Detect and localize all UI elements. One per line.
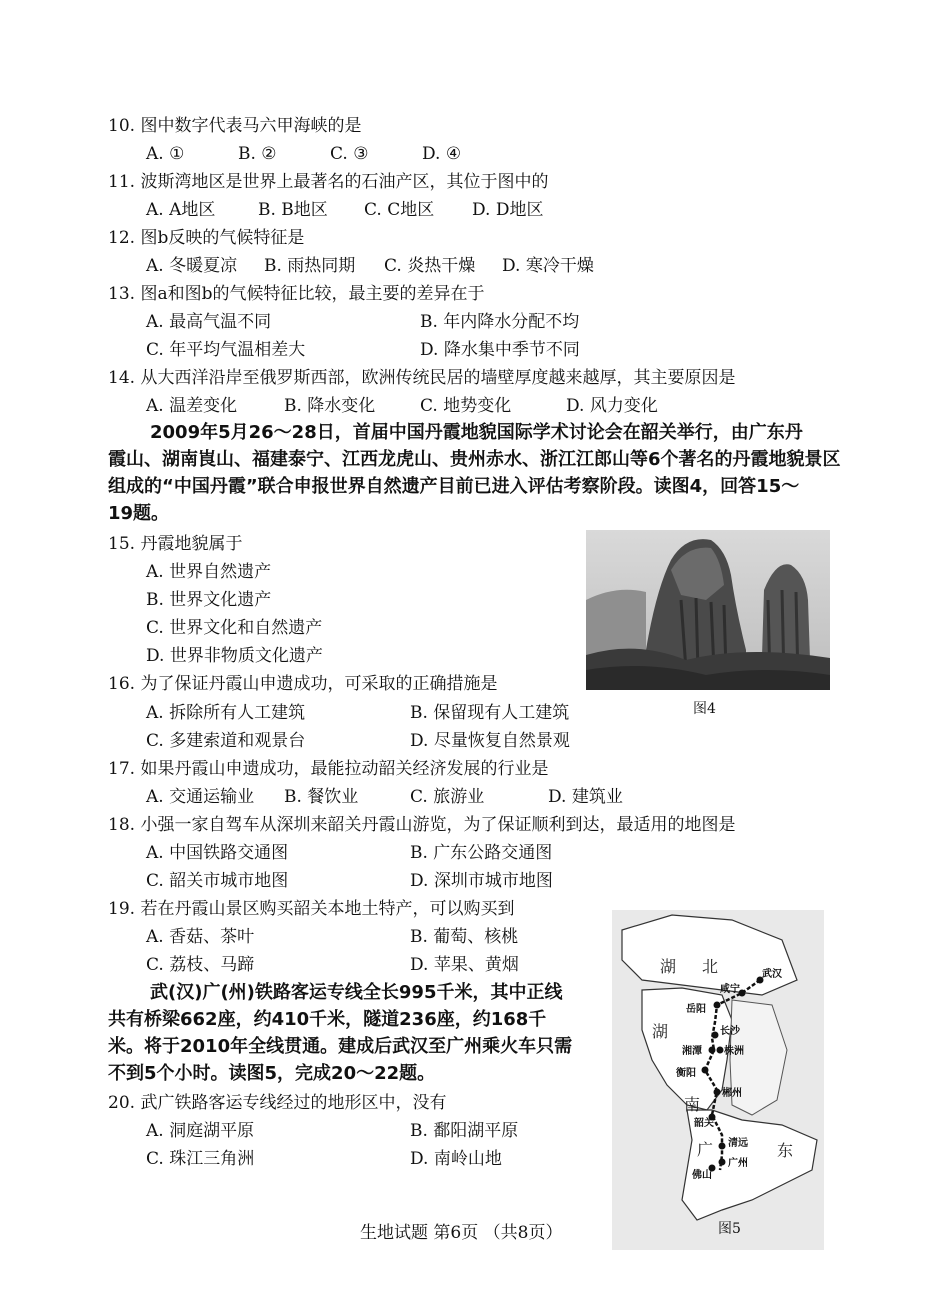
passage2-line-1: 武(汉)广(州)铁路客运专线全长995千米，其中正线 <box>150 982 563 1003</box>
q12-option-d[interactable]: D. 寒冷干燥 <box>502 256 594 276</box>
q13-option-d[interactable]: D. 降水集中季节不同 <box>420 340 580 360</box>
q18-option-b[interactable]: B. 广东公路交通图 <box>410 843 553 863</box>
station-zhuzhou-marker <box>717 1047 724 1054</box>
station-label: 衡阳 <box>676 1068 696 1079</box>
q17-option-c[interactable]: C. 旅游业 <box>410 787 485 807</box>
q17-option-a[interactable]: A. 交通运输业 <box>146 787 255 807</box>
q18-option-d[interactable]: D. 深圳市城市地图 <box>410 871 553 891</box>
q10-option-a[interactable]: A. ① <box>146 144 185 164</box>
q10-option-c[interactable]: C. ③ <box>330 144 369 164</box>
province-label: 广 <box>697 1140 714 1159</box>
wuhan-guangzhou-railway-map <box>612 910 824 1250</box>
q11-option-b[interactable]: B. B地区 <box>258 200 328 220</box>
station-xiangtan-marker <box>709 1047 716 1054</box>
province-label: 南 <box>684 1095 701 1114</box>
q20-option-d[interactable]: D. 南岭山地 <box>410 1149 502 1169</box>
q16-option-d[interactable]: D. 尽量恢复自然景观 <box>410 731 570 751</box>
q14-option-c[interactable]: C. 地势变化 <box>420 396 512 416</box>
q19-option-c[interactable]: C. 荔枝、马蹄 <box>146 955 255 975</box>
q20-option-c[interactable]: C. 珠江三角洲 <box>146 1149 255 1169</box>
q12-option-c[interactable]: C. 炎热干燥 <box>384 256 476 276</box>
figure-5-map <box>612 910 824 1250</box>
q15-option-c[interactable]: C. 世界文化和自然遗产 <box>146 618 323 638</box>
q15-stem: 15. 丹霞地貌属于 <box>108 534 243 554</box>
passage1-line-4: 19题。 <box>108 503 170 524</box>
passage1-line-2: 霞山、湖南崀山、福建泰宁、江西龙虎山、贵州赤水、浙江江郎山等6个著名的丹霞地貌景区 <box>108 449 841 470</box>
q11-option-a[interactable]: A. A地区 <box>146 200 216 220</box>
station-label: 武汉 <box>762 969 782 980</box>
station-label: 清远 <box>728 1138 748 1149</box>
q13-option-a[interactable]: A. 最高气温不同 <box>146 312 272 332</box>
passage2-line-3: 米。将于2010年全线贯通。建成后武汉至广州乘火车只需 <box>108 1036 573 1057</box>
station-label: 韶关 <box>694 1118 714 1129</box>
q12-stem: 12. 图b反映的气候特征是 <box>108 228 305 248</box>
province-label: 湖 <box>660 957 677 976</box>
station-changsha-marker <box>712 1032 719 1039</box>
station-qingyuan-marker <box>719 1143 726 1150</box>
province-label: 东 <box>777 1141 794 1160</box>
q13-option-b[interactable]: B. 年内降水分配不均 <box>420 312 580 332</box>
station-label: 郴州 <box>722 1088 742 1099</box>
q12-option-b[interactable]: B. 雨热同期 <box>264 256 356 276</box>
q16-stem: 16. 为了保证丹霞山申遗成功，可采取的正确措施是 <box>108 674 498 694</box>
q17-option-d[interactable]: D. 建筑业 <box>548 787 623 807</box>
q19-option-d[interactable]: D. 苹果、黄烟 <box>410 955 519 975</box>
q18-option-a[interactable]: A. 中国铁路交通图 <box>146 843 289 863</box>
province-label: 湖 <box>652 1022 669 1041</box>
station-label: 长沙 <box>720 1026 740 1037</box>
q11-option-d[interactable]: D. D地区 <box>472 200 544 220</box>
q16-option-a[interactable]: A. 拆除所有人工建筑 <box>146 703 306 723</box>
station-label: 广州 <box>728 1158 748 1169</box>
figure-4-caption: 图4 <box>693 701 716 717</box>
q14-stem: 14. 从大西洋沿岸至俄罗斯西部，欧洲传统民居的墙壁厚度越来越厚，其主要原因是 <box>108 368 736 388</box>
q20-option-b[interactable]: B. 鄱阳湖平原 <box>410 1121 519 1141</box>
q19-option-b[interactable]: B. 葡萄、核桃 <box>410 927 519 947</box>
figure-5-caption: 图5 <box>718 1221 741 1237</box>
q10-stem: 10. 图中数字代表马六甲海峡的是 <box>108 116 362 136</box>
q19-stem: 19. 若在丹霞山景区购买韶关本地土特产，可以购买到 <box>108 899 515 919</box>
station-label: 咸宁 <box>720 984 740 995</box>
q13-option-c[interactable]: C. 年平均气温相差大 <box>146 340 306 360</box>
q14-option-a[interactable]: A. 温差变化 <box>146 396 238 416</box>
station-guangzhou-marker <box>719 1159 726 1166</box>
q20-option-a[interactable]: A. 洞庭湖平原 <box>146 1121 255 1141</box>
q19-option-a[interactable]: A. 香菇、茶叶 <box>146 927 255 947</box>
station-chenzhou-marker <box>714 1089 721 1096</box>
passage2-line-2: 共有桥梁662座，约410千米，隧道236座，约168千 <box>108 1009 547 1030</box>
passage1-line-3: 组成的“中国丹霞”联合申报世界自然遗产目前已进入评估考察阶段。读图4，回答15～ <box>108 476 800 497</box>
figure-4-photo <box>586 530 830 690</box>
q15-option-a[interactable]: A. 世界自然遗产 <box>146 562 272 582</box>
q10-option-b[interactable]: B. ② <box>238 144 277 164</box>
station-yueyang-marker <box>714 1002 721 1009</box>
q16-option-b[interactable]: B. 保留现有人工建筑 <box>410 703 570 723</box>
q14-option-d[interactable]: D. 风力变化 <box>566 396 658 416</box>
passage2-line-4: 不到5个小时。读图5，完成20～22题。 <box>108 1063 436 1084</box>
q11-option-c[interactable]: C. C地区 <box>364 200 435 220</box>
q11-stem: 11. 波斯湾地区是世界上最著名的石油产区，其位于图中的 <box>108 172 549 192</box>
q17-option-b[interactable]: B. 餐饮业 <box>284 787 359 807</box>
station-label: 佛山 <box>692 1170 712 1181</box>
q14-option-b[interactable]: B. 降水变化 <box>284 396 376 416</box>
station-label: 湘潭 <box>682 1046 702 1057</box>
q16-option-c[interactable]: C. 多建索道和观景台 <box>146 731 306 751</box>
station-label: 岳阳 <box>686 1004 706 1015</box>
q10-option-d[interactable]: D. ④ <box>422 144 462 164</box>
q18-stem: 18. 小强一家自驾车从深圳来韶关丹霞山游览，为了保证顺利到达，最适用的地图是 <box>108 815 736 835</box>
q12-option-a[interactable]: A. 冬暖夏凉 <box>146 256 238 276</box>
station-label: 株洲 <box>724 1046 744 1057</box>
q15-option-b[interactable]: B. 世界文化遗产 <box>146 590 272 610</box>
q20-stem: 20. 武广铁路客运专线经过的地形区中，没有 <box>108 1093 447 1113</box>
danxia-landform-image <box>586 530 830 690</box>
page-footer: 生地试题 第6页 （共8页） <box>360 1223 563 1243</box>
station-hengyang-marker <box>702 1067 709 1074</box>
passage1-line-1: 2009年5月26～28日，首届中国丹霞地貌国际学术讨论会在韶关举行，由广东丹 <box>150 422 803 443</box>
q18-option-c[interactable]: C. 韶关市城市地图 <box>146 871 289 891</box>
q15-option-d[interactable]: D. 世界非物质文化遗产 <box>146 646 323 666</box>
q13-stem: 13. 图a和图b的气候特征比较，最主要的差异在于 <box>108 284 485 304</box>
province-label: 北 <box>702 957 719 976</box>
q17-stem: 17. 如果丹霞山申遗成功，最能拉动韶关经济发展的行业是 <box>108 759 549 779</box>
